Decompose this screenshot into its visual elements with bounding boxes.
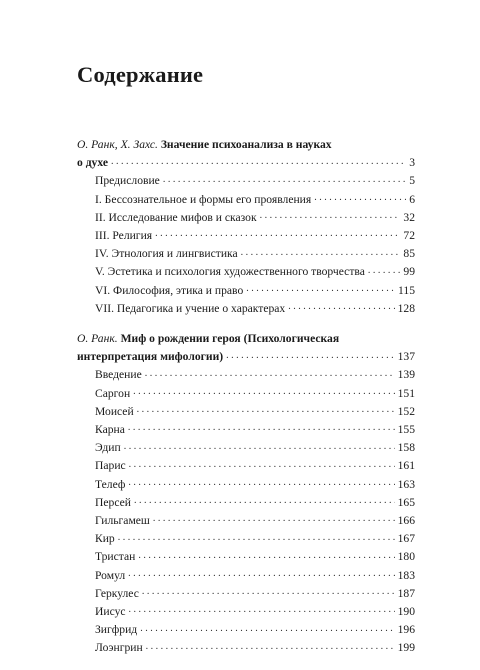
entry-label: V. Эстетика и психология художественного творчества <box>95 265 365 279</box>
page-number: 196 <box>397 623 415 637</box>
page-number: 6 <box>409 192 415 206</box>
section-heading-line2[interactable] <box>77 348 415 366</box>
toc-entry[interactable] <box>77 457 415 475</box>
dot-leader <box>138 549 394 561</box>
entry-label: Лоэнгрин <box>95 641 143 655</box>
page-number: 72 <box>403 229 415 243</box>
page-number: 137 <box>397 350 415 364</box>
page-number: 139 <box>397 368 415 382</box>
dot-leader <box>129 458 395 470</box>
section-title-continued: о духе <box>77 156 109 170</box>
entry-label: III. Религия <box>95 229 153 243</box>
page-number: 5 <box>409 174 415 188</box>
toc-entry[interactable] <box>77 494 415 512</box>
dot-leader <box>368 264 401 276</box>
toc-entry[interactable] <box>77 603 415 621</box>
entry-label: Телеф <box>95 477 126 491</box>
toc-entry[interactable] <box>77 512 415 530</box>
page-title: Содержание <box>77 62 204 87</box>
page-number: 85 <box>403 247 415 261</box>
dot-leader <box>128 476 394 488</box>
toc-entry[interactable] <box>77 366 415 384</box>
entry-label: Саргон <box>95 386 131 400</box>
entry-label: VI. Философия, этика и право <box>95 283 244 297</box>
dot-leader <box>260 209 401 221</box>
entry-label: I. Бессознательное и формы его проявления <box>95 192 312 206</box>
dot-leader <box>124 440 395 452</box>
toc-entry[interactable] <box>77 403 415 421</box>
toc-entry[interactable] <box>77 548 415 566</box>
entry-label: Тристан <box>95 550 136 564</box>
dot-leader <box>226 349 394 361</box>
page-number: 115 <box>398 283 415 297</box>
entry-label: Иисус <box>95 605 126 619</box>
page-number: 151 <box>397 386 415 400</box>
dot-leader <box>128 567 394 579</box>
toc-entry[interactable] <box>77 227 415 245</box>
dot-leader <box>129 603 395 615</box>
dot-leader <box>288 300 394 312</box>
page-number: 3 <box>409 156 415 170</box>
entry-label: Парис <box>95 459 126 473</box>
entry-label: Геркулес <box>95 586 139 600</box>
dot-leader <box>118 531 395 543</box>
toc-entry[interactable] <box>77 263 415 281</box>
entry-label: Ромул <box>95 568 126 582</box>
page-number: 128 <box>397 301 415 315</box>
page-number: 199 <box>397 641 415 655</box>
dot-leader <box>134 494 395 506</box>
page-number: 165 <box>397 495 415 509</box>
dot-leader <box>140 622 394 634</box>
section-title-continued: интерпретация мифологии) <box>77 350 224 364</box>
toc-entry[interactable] <box>77 282 415 300</box>
toc-entry[interactable] <box>77 421 415 439</box>
page-number: 180 <box>397 550 415 564</box>
page-number: 161 <box>397 459 415 473</box>
section-title: Значение психоанализа в науках <box>160 138 332 151</box>
section-heading-line1 <box>77 136 415 154</box>
toc-section-2 <box>77 330 415 658</box>
toc-entry[interactable] <box>77 621 415 639</box>
toc-entry[interactable] <box>77 191 415 209</box>
toc-entry[interactable] <box>77 300 415 318</box>
entry-label: Карна <box>95 423 125 437</box>
page-number: 32 <box>403 210 415 224</box>
toc-entry[interactable] <box>77 385 415 403</box>
dot-leader <box>163 173 406 185</box>
entry-label: Зигфрид <box>95 623 138 637</box>
toc-entry[interactable] <box>77 639 415 657</box>
page-number: 99 <box>403 265 415 279</box>
section-author: О. Ранк. <box>77 332 118 346</box>
dot-leader <box>137 403 395 415</box>
entry-label: Введение <box>95 368 142 382</box>
entry-label: II. Исследование мифов и сказок <box>95 210 257 224</box>
dot-leader <box>314 191 406 203</box>
page-number: 155 <box>397 423 415 437</box>
entry-label: Эдип <box>95 441 121 455</box>
page-number: 152 <box>397 404 415 418</box>
table-of-contents <box>77 136 415 670</box>
entry-label: VII. Педагогика и учение о характерах <box>95 301 286 315</box>
dot-leader <box>155 227 400 239</box>
toc-entry[interactable] <box>77 245 415 263</box>
dot-leader <box>153 512 395 524</box>
page-number: 163 <box>397 477 415 491</box>
dot-leader <box>241 246 401 258</box>
toc-entry[interactable] <box>77 476 415 494</box>
toc-entry[interactable] <box>77 567 415 585</box>
page-number: 166 <box>397 514 415 528</box>
entry-label: Гильгамеш <box>95 514 150 528</box>
entry-label: Кир <box>95 532 115 546</box>
toc-entry[interactable] <box>77 439 415 457</box>
entry-label: IV. Этнология и лингвистика <box>95 247 238 261</box>
toc-section-1 <box>77 136 415 318</box>
dot-leader <box>145 367 395 379</box>
dot-leader <box>246 282 395 294</box>
section-heading-line2[interactable] <box>77 154 415 172</box>
toc-entry[interactable] <box>77 209 415 227</box>
dot-leader <box>142 585 395 597</box>
section-title: Миф о рождении героя (Психологическая <box>120 332 340 346</box>
page-number: 183 <box>397 568 415 582</box>
section-author: О. Ранк, Х. Захс. <box>77 138 158 151</box>
toc-entry[interactable] <box>77 172 415 190</box>
page-number: 187 <box>397 586 415 600</box>
dot-leader <box>128 421 395 433</box>
section-heading-line1 <box>77 330 415 348</box>
entry-label: Предисловие <box>95 174 160 188</box>
toc-entry[interactable] <box>77 530 415 548</box>
entry-label: Моисей <box>95 404 134 418</box>
dot-leader <box>133 385 394 397</box>
page-number: 167 <box>397 532 415 546</box>
toc-entry[interactable] <box>77 585 415 603</box>
page-number: 158 <box>397 441 415 455</box>
page-number: 190 <box>397 605 415 619</box>
entry-label: Персей <box>95 495 131 509</box>
dot-leader <box>111 155 406 167</box>
